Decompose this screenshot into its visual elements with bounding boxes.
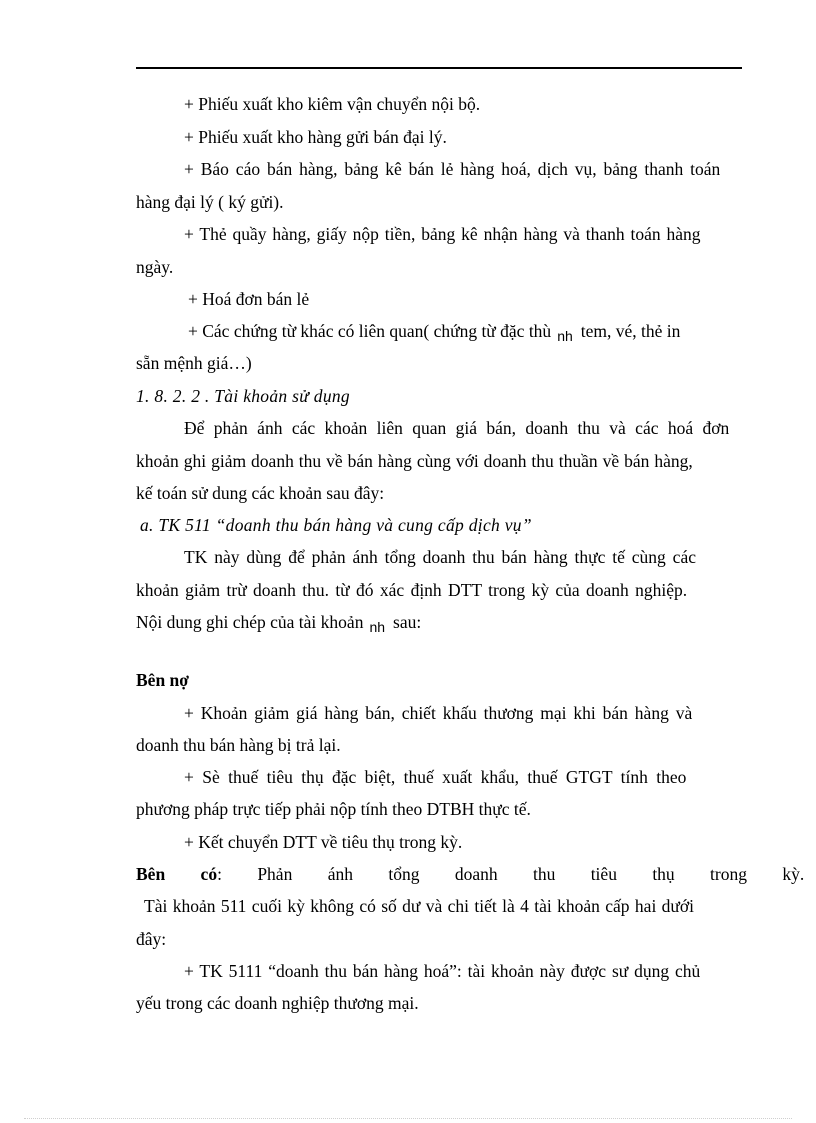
text-line: doanh thu bán hàng bị trả lại.	[136, 735, 341, 755]
footer-rule	[24, 1118, 792, 1119]
text-line: + Sè thuế tiêu thụ đặc biệt, thuế xuất khẩu, thuế GTGT tính theo	[184, 767, 687, 787]
text-line	[188, 321, 680, 342]
text-line: TK này dùng để phản ánh tổng doanh thu bán hàng thực tế cùng các	[184, 547, 696, 567]
text-line: yếu trong các doanh nghiệp thương mại.	[136, 993, 419, 1013]
text-line: + Hoá đơn bán lẻ	[188, 289, 310, 309]
text-line-content: tem, vé, thẻ in	[580, 321, 681, 341]
text-line-content: : Phản ánh tổng doanh thu tiêu thụ trong kỳ.	[217, 864, 805, 884]
text-line: + Kết chuyển DTT về tiêu thụ trong kỳ.	[184, 832, 463, 852]
subscript-text: nh	[557, 328, 573, 344]
text-line: + Khoản giảm giá hàng bán, chiết khấu thương mại khi bán hàng và	[184, 703, 693, 723]
text-line: sẵn mệnh giá…)	[136, 353, 252, 373]
text-line: Để phản ánh các khoản liên quan giá bán, doanh thu và các hoá đơn	[184, 418, 730, 438]
header-rule	[136, 67, 742, 69]
bold-heading: Bên có	[136, 864, 218, 884]
text-line: hàng đại lý ( ký gửi).	[136, 192, 284, 212]
text-line: khoản ghi giảm doanh thu về bán hàng cùng với doanh thu thuần về bán hàng,	[136, 451, 693, 471]
text-line	[136, 612, 421, 633]
text-line: + Phiếu xuất kho kiêm vận chuyển nội bộ.	[184, 94, 481, 114]
text-line: phương pháp trực tiếp phải nộp tính theo DTBH thực tế.	[136, 799, 531, 819]
text-line: khoản giảm trừ doanh thu. từ đó xác định DTT trong kỳ của doanh nghiệp.	[136, 580, 688, 600]
subscript-text: nh	[369, 619, 386, 635]
text-line: + Phiếu xuất kho hàng gửi bán đại lý.	[184, 127, 447, 147]
text-line-content: + Các chứng từ khác có liên quan( chứng từ đặc thù	[188, 321, 552, 341]
text-line: Tài khoản 511 cuối kỳ không có số dư và chi tiết là 4 tài khoản cấp hai dưới	[144, 896, 695, 916]
section-heading: a. TK 511 “doanh thu bán hàng và cung cấp dịch vụ”	[140, 515, 532, 535]
text-line: ngày.	[136, 257, 174, 277]
text-line-content: sau:	[393, 612, 422, 632]
bold-heading: Bên nợ	[136, 670, 189, 690]
section-heading: 1. 8. 2. 2 . Tài khoản sử dụng	[136, 386, 350, 406]
text-line: đây:	[136, 929, 167, 949]
text-line-content: Nội dung ghi chép của tài khoản	[136, 612, 364, 632]
text-line: + TK 5111 “doanh thu bán hàng hoá”: tài khoản này được sư dụng chủ	[184, 961, 701, 981]
text-line	[184, 159, 740, 179]
text-line: + Thẻ quầy hàng, giấy nộp tiền, bảng kê nhận hàng và thanh toán hàng	[184, 224, 701, 244]
text-line: kế toán sử dung các khoản sau đây:	[136, 483, 385, 503]
text-line-content: + Báo cáo bán hàng, bảng kê bán lẻ hàng hoá, dịch vụ, bảng thanh toán	[184, 159, 721, 179]
text-line	[136, 864, 804, 884]
